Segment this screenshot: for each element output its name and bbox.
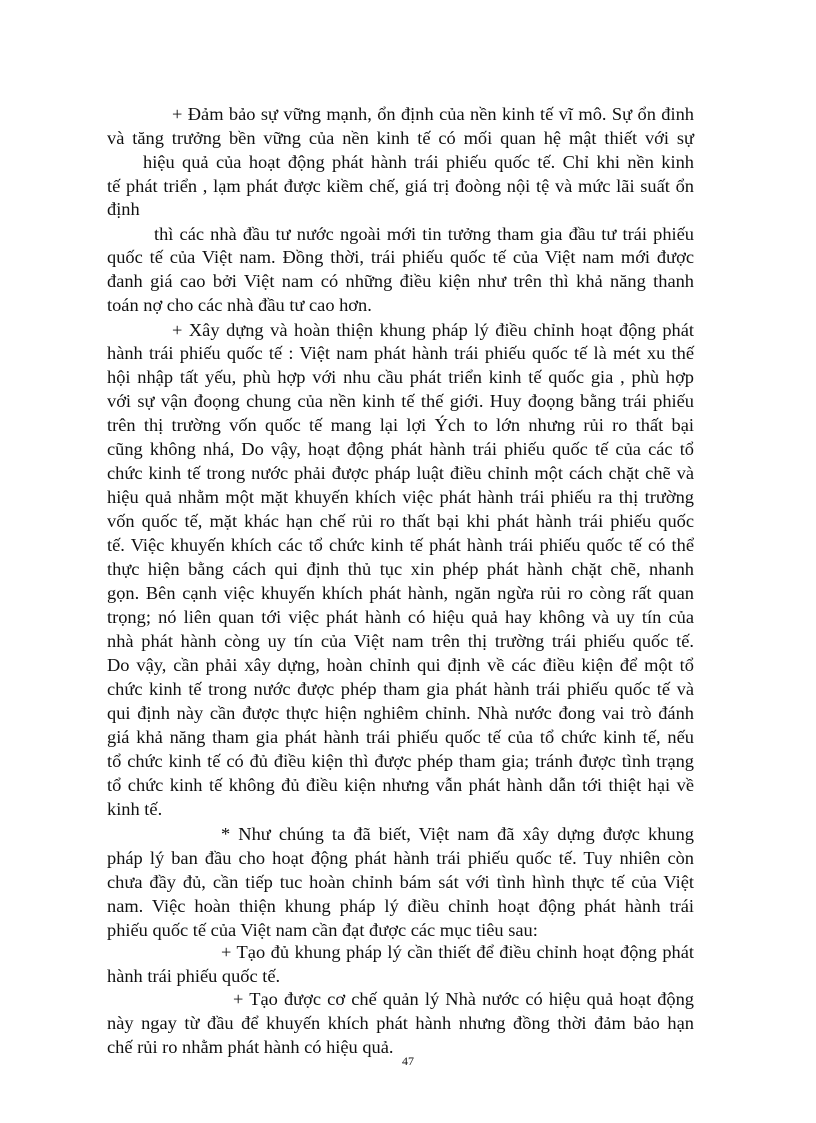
text-line: đanh giá cao bởi Việt nam có những điều kiện như trên thì khả năng thanh <box>107 271 694 291</box>
text-line: tế phát triển , lạm phát được kiềm chế, giá trị đoòng nội tệ và mức lãi suất ổn <box>107 176 694 196</box>
text-line: gọn. Bên cạnh việc khuyến khích phát hành, ngăn ngừa rủi ro còng rất quan <box>107 583 694 603</box>
text-line: trên thị trường vốn quốc tế mang lại lợi Ých to lớn nhưng rủi ro thất bại <box>107 415 694 435</box>
text-line: hành trái phiếu quốc tế. <box>107 966 281 986</box>
text-line: phiếu quốc tế của Việt nam cần đạt được các mục tiêu sau: <box>107 920 538 940</box>
text-line: * Như chúng ta đã biết, Việt nam đã xây dựng được khung <box>221 824 694 844</box>
text-line: quốc tế của Việt nam. Đồng thời, trái phiếu quốc tế của Việt nam mới được <box>107 247 694 267</box>
text-line: vốn quốc tế, mặt khác hạn chế rủi ro thất bại khi phát hành trái phiếu quốc <box>107 511 694 531</box>
text-line: thực hiện bằng cách qui định thủ tục xin phép phát hành chặt chẽ, nhanh <box>107 559 694 579</box>
text-line: tế. Việc khuyến khích các tổ chức kinh tế phát hành trái phiếu quốc tế có thể <box>107 535 694 555</box>
text-line: chưa đầy đủ, cần tiếp tuc hoàn chỉnh bám sát với tình hình thực tế của Việt <box>107 872 694 892</box>
text-line: chức kinh tế trong nước phải được pháp luật điều chỉnh một cách chặt chẽ và <box>107 463 694 483</box>
text-line: + Xây dựng và hoàn thiện khung pháp lý điều chỉnh hoạt động phát <box>172 320 694 340</box>
text-line: hội nhập tất yếu, phù hợp với nhu cầu phát triển kinh tế quốc gia , phù hợp <box>107 367 694 387</box>
text-line: tổ chức kinh tế có đủ điều kiện thì được phép tham gia; tránh được tình trạng <box>107 751 694 771</box>
text-line: thì các nhà đầu tư nước ngoài mới tin tưởng tham gia đầu tư trái phiếu <box>154 224 694 244</box>
text-line: cũng không nhá, Do vậy, hoạt động phát hành trái phiếu quốc tế của các tổ <box>107 439 694 459</box>
text-line: qui định này cần được thực hiện nghiêm chỉnh. Nhà nước đong vai trò đánh <box>107 703 694 723</box>
text-line: hiệu quả của hoạt động phát hành trái phiếu quốc tế. Chỉ khi nền kinh <box>143 152 694 172</box>
page-number: 47 <box>402 1054 414 1068</box>
text-line: pháp lý ban đầu cho hoạt động phát hành trái phiếu quốc tế. Tuy nhiên còn <box>107 848 694 868</box>
text-line: chức kinh tế trong nước được phép tham gia phát hành trái phiếu quốc tế và <box>107 679 694 699</box>
text-line: kinh tế. <box>107 799 163 819</box>
text-line: + Tạo đủ khung pháp lý cần thiết để điều chỉnh hoạt động phát <box>221 942 694 962</box>
text-line: và tăng trưởng bền vững của nền kinh tế có mối quan hệ mật thiết với sự <box>107 128 694 148</box>
text-line: nam. Việc hoàn thiện khung pháp lý điều chỉnh hoạt động phát hành trái <box>107 896 694 916</box>
text-line: này ngay từ đầu để khuyến khích phát hành nhưng đồng thời đảm bảo hạn <box>107 1013 694 1033</box>
text-line: hành trái phiếu quốc tế : Việt nam phát hành trái phiếu quốc tế là mét xu thế <box>107 343 694 363</box>
text-line: toán nợ cho các nhà đầu tư cao hơn. <box>107 295 372 315</box>
text-line: nhà phát hành còng uy tín của Việt nam trên thị trường trái phiếu quốc tế. <box>107 631 694 651</box>
text-line: hiệu quả nhằm một mặt khuyến khích việc phát hành trái phiếu ra thị trường <box>107 487 694 507</box>
text-line: với sự vận đoọng chung của nền kinh tế thế giới. Huy đoọng bằng trái phiếu <box>107 391 694 411</box>
text-line: trọng; nó liên quan tới việc phát hành có hiệu quả hay không và uy tín của <box>107 607 694 627</box>
text-line: chế rủi ro nhằm phát hành có hiệu quả. <box>107 1037 394 1057</box>
text-line: định <box>107 199 140 219</box>
text-line: giá khả năng tham gia phát hành trái phiếu quốc tế của tổ chức kinh tế, nếu <box>107 727 694 747</box>
text-line: + Tạo được cơ chế quản lý Nhà nước có hiệu quả hoạt động <box>233 989 694 1009</box>
text-line: tổ chức kinh tế không đủ điều kiện nhưng vẫn phát hành dẫn tới thiệt hại về <box>107 775 694 795</box>
text-line: Do vậy, cần phải xây dựng, hoàn chỉnh qui định về các điều kiện để một tổ <box>107 655 694 675</box>
text-line: + Đảm bảo sự vững mạnh, ổn định của nền kinh tế vĩ mô. Sự ổn đinh <box>172 104 694 124</box>
